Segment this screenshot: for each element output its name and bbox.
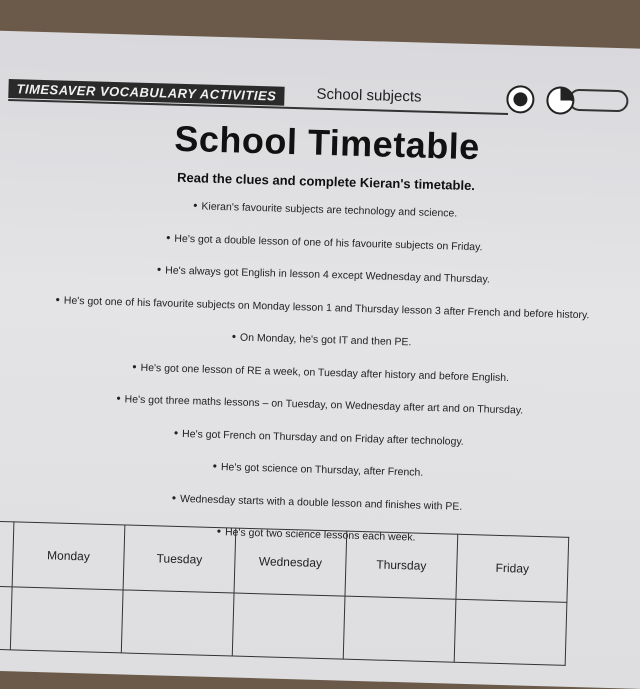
worksheet-page (0, 31, 640, 689)
list-item: • He's got French on Thursday and on Friday after technology. (173, 425, 464, 448)
list-item: • He's got three maths lessons – on Tuesday, on Wednesday after art and on Thursday. (116, 391, 524, 417)
list-item: • He's got one lesson of RE a week, on Tuesday after history and before English. (132, 359, 510, 384)
level-icon (506, 85, 535, 114)
day-header-friday: Friday (456, 534, 569, 602)
list-item: • On Monday, he's got IT and then PE. (231, 329, 412, 349)
list-item: • He's got science on Thursday, after French. (212, 458, 424, 479)
timetable-cell[interactable] (343, 596, 456, 662)
clock-icon (546, 86, 575, 115)
day-header-monday: Monday (12, 522, 125, 590)
worksheet-header (8, 75, 598, 113)
day-header-tuesday: Tuesday (123, 525, 236, 593)
day-header-thursday: Thursday (345, 531, 458, 599)
timetable-grid (0, 521, 569, 666)
timetable-cell[interactable] (121, 590, 234, 656)
timetable-cell[interactable] (10, 587, 123, 653)
topic-label: School subjects (316, 85, 422, 106)
timetable-cell[interactable] (454, 599, 567, 665)
list-item: • Kieran's favourite subjects are technology and science. (193, 198, 458, 220)
list-item: • Wednesday starts with a double lesson and finishes with PE. (171, 490, 463, 513)
timetable-cell[interactable] (232, 593, 345, 659)
day-header-wednesday: Wednesday (234, 528, 347, 596)
list-item: • He's got two science lessons each week. (216, 524, 416, 544)
list-item: • He's always got English in lesson 4 except Wednesday and Thursday. (156, 262, 491, 286)
list-item: • He's got a double lesson of one of his favourite subjects on Friday. (166, 230, 483, 253)
list-item: • He's got one of his favourite subjects on Monday lesson 1 and Thursday lesson 3 after French and before history. (55, 291, 590, 321)
clue-list (0, 192, 640, 568)
page-title: School Timetable (173, 117, 481, 168)
series-label: TIMESAVER VOCABULARY ACTIVITIES (8, 79, 284, 106)
instruction-text: Read the clues and complete Kieran's timetable. (176, 169, 476, 194)
time-pill-icon (568, 89, 629, 113)
